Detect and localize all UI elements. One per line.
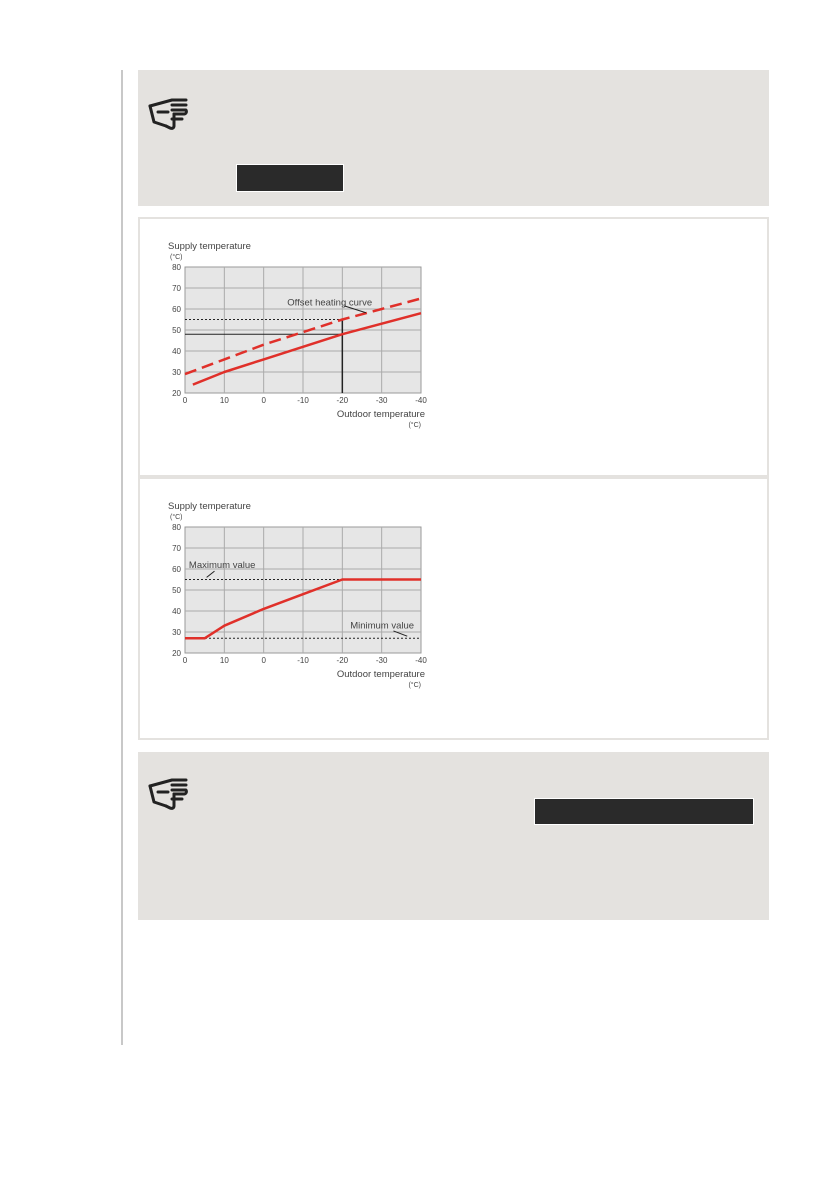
x-axis-unit: (°C): [408, 422, 421, 429]
y-axis-unit: (°C): [170, 514, 183, 521]
pointing-hand-icon: [146, 770, 190, 820]
max-value-label: Maximum value: [188, 559, 256, 571]
x-tick-label: -10: [297, 396, 309, 405]
y-tick-label: 30: [172, 368, 181, 377]
y-tick-label: 20: [172, 649, 181, 658]
x-tick-label: -40: [415, 396, 427, 405]
y-tick-label: 50: [172, 326, 181, 335]
x-tick-label: -40: [415, 656, 427, 665]
page-edge: [0, 0, 6, 70]
x-tick-label: 0: [261, 656, 266, 665]
x-tick-label: 10: [219, 656, 229, 665]
chart-panel-min-max: [138, 477, 769, 740]
x-axis-unit: (°C): [408, 682, 421, 689]
min-max-chart: [140, 479, 767, 738]
min-value-label: Minimum value: [350, 620, 415, 632]
redacted-text-bar: [534, 798, 754, 825]
y-tick-label: 30: [172, 628, 181, 637]
x-tick-label: 0: [182, 396, 188, 405]
y-axis-title: Supply temperature: [168, 501, 251, 512]
note-box: [138, 752, 769, 920]
offset-heating-curve-chart: [140, 219, 767, 475]
redacted-text-bar: [236, 164, 344, 192]
y-tick-label: 80: [172, 523, 181, 532]
y-axis-title: Supply temperature: [168, 241, 251, 252]
x-tick-label: -30: [375, 396, 388, 405]
x-tick-label: 0: [261, 396, 266, 405]
annotation-offset-label: Offset heating curve: [287, 297, 373, 309]
y-tick-label: 70: [172, 284, 181, 293]
x-tick-label: -10: [297, 656, 309, 665]
y-tick-label: 20: [172, 389, 181, 398]
x-tick-label: 0: [182, 656, 188, 665]
y-tick-label: 80: [172, 263, 181, 272]
y-tick-label: 60: [172, 565, 181, 574]
x-axis-title: Outdoor temperature: [336, 669, 425, 680]
x-tick-label: -20: [336, 656, 349, 665]
x-tick-label: 10: [219, 396, 229, 405]
y-tick-label: 50: [172, 586, 181, 595]
margin-rule: [121, 70, 123, 1045]
y-axis-unit: (°C): [170, 254, 183, 261]
x-tick-label: -20: [336, 396, 349, 405]
x-axis-title: Outdoor temperature: [336, 409, 425, 420]
y-tick-label: 70: [172, 544, 181, 553]
y-tick-label: 40: [172, 607, 181, 616]
y-tick-label: 40: [172, 347, 181, 356]
x-tick-label: -30: [375, 656, 388, 665]
y-tick-label: 60: [172, 305, 181, 314]
pointing-hand-icon: [146, 90, 190, 140]
chart-panel-offset: [138, 217, 769, 477]
note-box: [138, 70, 769, 206]
